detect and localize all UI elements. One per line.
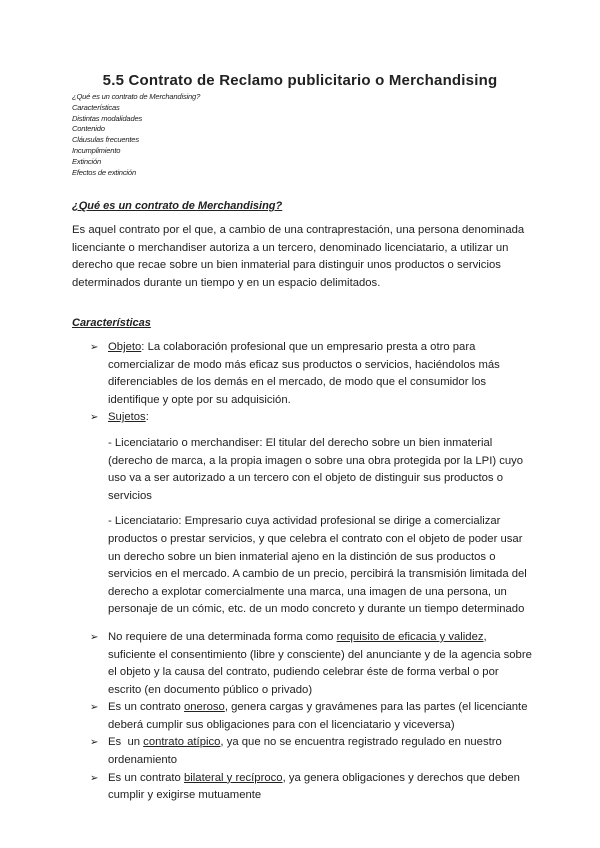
- item-term: Objeto: [108, 341, 142, 353]
- list-item: [72, 699, 532, 734]
- arrow-bullet-icon: ➢: [90, 772, 99, 784]
- toc-link[interactable]: Incumplimiento: [72, 145, 121, 155]
- item-text: : La colaboración profesional que un empresario presta a otro para comercializar de modo más eficaz sus productos o servicios, haciéndolos más diferenciables de los demás en el mercado, de modo que el consumidor los identifique y opte por su adquisición.: [108, 341, 500, 406]
- definition-paragraph: Es aquel contrato por el que, a cambio de una contraprestación, una persona denominada licenciante o merchandiser autoriza a un tercero, denominado licenciatario, a utilizar un derecho que recae sobre un bien inmaterial para distinguir unos productos o servicios determinados durante un tiempo y en un espacio delimitados.: [72, 224, 525, 289]
- sujeto-paragraph: - Licenciatario: Empresario cuya actividad profesional se dirige a comercializar productos o prestar servicios, y que celebra el contrato con el objeto de poder usar un derecho sobre un bien inmaterial ajeno en la distinción de sus productos o servicios en el mercado. A cambio de un precio, percibirá la transmisión limitada del derecho a explotar comercialmente una marca, una imagen de una persona, un personaje de un cómic, etc. de un modo concreto y durante un tiempo determinado: [108, 515, 527, 616]
- toc-link[interactable]: Características: [72, 102, 120, 112]
- item-text: No requiere de una determinada forma como: [108, 630, 337, 643]
- item-term: oneroso: [183, 701, 225, 714]
- item-text: , ya genera obligaciones y derechos que deben cumplir y exigirse mutuamente: [108, 771, 520, 802]
- item-text: Es un contrato: [108, 701, 184, 714]
- toc-link[interactable]: Cláusulas frecuentes: [72, 135, 139, 145]
- item-term: Sujetos: [108, 411, 146, 424]
- page-title: 5.5 Contrato de Reclamo publicitario o Merchandising: [102, 72, 498, 89]
- arrow-bullet-icon: ➢: [90, 631, 99, 643]
- item-text: , ya que no se encuentra registrado regulado en nuestro ordenamiento: [108, 736, 502, 767]
- list-item: [72, 339, 532, 409]
- arrow-bullet-icon: ➢: [90, 412, 99, 424]
- item-term: bilateral y recíproco: [183, 771, 283, 784]
- item-text: , genera cargas y gravámenes para las partes (el licenciante deberá cumplir sus obligaciones para con el licenciatario y viceversa): [108, 701, 528, 731]
- toc-link[interactable]: Efectos de extinción: [72, 167, 136, 177]
- item-text: :: [145, 411, 149, 424]
- item-text: , suficiente el consentimiento (libre y consciente) del anunciante y de la agencia sobre el objeto y la causa del contrato, pudiendo celebrar éste de forma verbal o por escrito (en documento público o privado): [108, 630, 532, 696]
- toc-link[interactable]: Contenido: [72, 124, 105, 134]
- list-item: [72, 734, 532, 769]
- arrow-bullet-icon: ➢: [90, 342, 99, 353]
- toc-link[interactable]: Extinción: [72, 156, 102, 166]
- item-term: contrato atípico: [143, 736, 221, 749]
- item-term: requisito de eficacia y validez: [336, 630, 484, 643]
- arrow-bullet-icon: ➢: [90, 737, 99, 749]
- section-heading: ¿Qué es un contrato de Merchandising?: [72, 200, 283, 212]
- toc-link[interactable]: Distintas modalidades: [72, 113, 143, 123]
- item-text: Es un: [108, 736, 144, 749]
- section-heading: Características: [72, 317, 151, 329]
- list-item: [72, 629, 532, 699]
- table-of-contents: [72, 92, 200, 178]
- characteristics-list: [72, 339, 532, 805]
- toc-link[interactable]: ¿Qué es un contrato de Merchandising?: [72, 92, 201, 101]
- item-text: Es un contrato: [108, 771, 184, 784]
- list-item: [72, 409, 532, 427]
- sujeto-paragraph: - Licenciatario o merchandiser: El titular del derecho sobre un bien inmaterial (derecho de marca, a la propia imagen o sobre una obra protegida por la LPI) cuyo uso va a ser autorizado a un tercero con el objeto de distinguir sus productos o servicios: [108, 436, 524, 502]
- arrow-bullet-icon: ➢: [90, 702, 99, 714]
- list-item: [72, 770, 532, 805]
